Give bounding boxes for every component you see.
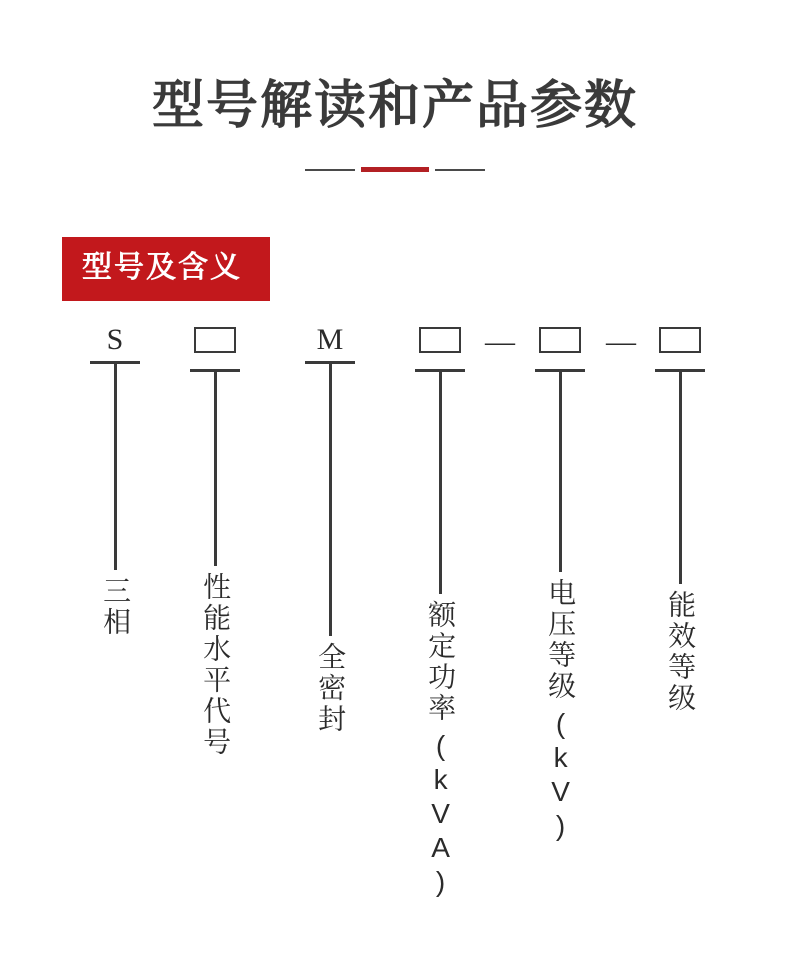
code-item-6 xyxy=(655,319,705,714)
section-tag-model-meaning: 型号及含义 xyxy=(62,237,270,301)
code-box-5 xyxy=(539,327,581,353)
code-box-2 xyxy=(194,327,236,353)
code-item-4 xyxy=(415,319,465,900)
divider-line-right xyxy=(435,169,485,171)
code-stem-3 xyxy=(329,364,332,636)
code-stem-6 xyxy=(679,372,682,584)
code-label-5: 电压等级 xyxy=(545,578,577,703)
code-unit-5: (kV) xyxy=(545,708,577,845)
title-divider xyxy=(305,165,485,175)
page-title: 型号解读和产品参数 xyxy=(151,77,638,135)
code-stem-5 xyxy=(559,372,562,572)
code-stem-4 xyxy=(439,372,442,594)
code-box-4 xyxy=(419,327,461,353)
code-separator-2: — xyxy=(606,325,636,359)
divider-accent-bar xyxy=(361,167,429,172)
code-label-2: 性能水平代号 xyxy=(200,572,232,759)
code-box-6 xyxy=(659,327,701,353)
code-stem-2 xyxy=(214,372,217,566)
code-separator-1: — xyxy=(485,325,515,359)
divider-line-left xyxy=(305,169,355,171)
code-symbol-3: M xyxy=(316,323,344,357)
code-symbol-5 xyxy=(535,327,585,369)
code-stem-1 xyxy=(114,364,117,570)
code-label-1: 三相 xyxy=(100,576,132,639)
code-item-3 xyxy=(305,319,355,735)
code-symbol-4 xyxy=(415,327,465,369)
code-symbol-1: S xyxy=(106,323,124,357)
code-label-6: 能效等级 xyxy=(665,590,697,715)
code-unit-4: (kVA) xyxy=(425,730,457,901)
model-code-diagram xyxy=(0,319,790,919)
code-item-2 xyxy=(190,319,240,758)
code-symbol-2 xyxy=(190,327,240,369)
code-item-1 xyxy=(90,319,140,638)
code-label-4: 额定功率 xyxy=(425,600,457,725)
code-symbol-6 xyxy=(655,327,705,369)
code-item-5 xyxy=(535,319,585,844)
code-label-3: 全密封 xyxy=(315,642,347,736)
